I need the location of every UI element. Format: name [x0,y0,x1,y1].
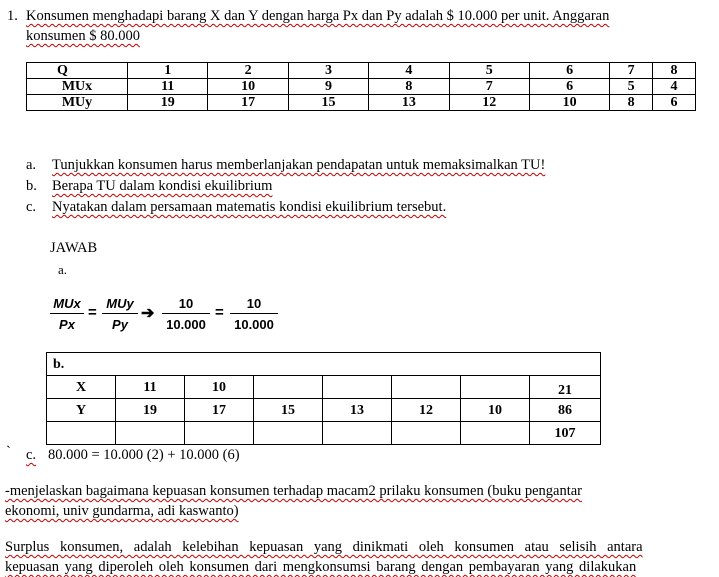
table-cell: 86 [530,399,601,422]
table-cell: 4 [653,79,696,95]
equilibrium-table [46,352,601,445]
fraction-numerator: 10 [178,296,194,311]
arrow-icon: ➔ [141,305,155,322]
table-cell: 6 [653,95,696,111]
table-cell: 2 [208,63,288,79]
table-cell: 12 [392,399,461,422]
table-cell: 5 [610,79,653,95]
table-cell: 12 [449,95,529,111]
table-cell: 4 [369,63,449,79]
table-cell: 7 [449,79,529,95]
table-cell [323,376,392,399]
table-row [27,79,696,95]
fraction-denominator: Px [59,317,75,332]
table-cell: MUx [27,79,128,95]
table-cell: 8 [610,95,653,111]
answer-a-label: a. [58,262,68,277]
utility-table [26,62,696,111]
answer-c-equation: 80.000 = 10.000 (2) + 10.000 (6) [48,447,240,463]
table-cell: MUy [27,95,128,111]
table-cell: 7 [610,63,653,79]
table-cell: 10 [461,399,530,422]
table-total-row [47,422,601,445]
task-letter: a. [26,157,37,173]
fraction-numerator: MUy [106,296,134,311]
table-cell: Y [47,399,116,422]
fraction-denominator: 10.000 [166,317,206,332]
table-cell: 19 [116,399,185,422]
table-cell: 11 [116,376,185,399]
question-number: 1. [7,8,18,24]
answer-c-label: c. [26,447,37,463]
table-row-y [47,399,601,422]
fraction-mux-px [50,296,84,332]
question-line-1: Konsumen menghadapi barang X dan Y dengan harga Px dan Py adalah $ 10.000 per unit. Anggaran [26,8,610,24]
task-text: Tunjukkan konsumen harus memberlanjakan pendapatan untuk memaksimalkan TU! [52,157,546,173]
fraction-numerator: 10 [246,296,262,311]
surplus-line-2: kepuasan yang diperoleh oleh konsumen dari mengkonsumsi barang dengan pembayaran yang dilakukan [5,559,637,575]
table-cell: 9 [288,79,368,95]
table-cell: Q [27,63,128,79]
table-cell: 6 [529,63,609,79]
stray-backtick: ` [6,444,11,460]
note-line-2: ekonomi, univ gundarma, adi kaswanto) [5,503,239,519]
table-cell: 8 [653,63,696,79]
question-line-2: konsumen $ 80.000 [26,28,140,44]
table-header-row [27,63,696,79]
task-text: Nyatakan dalam persamaan matematis kondisi ekuilibrium tersebut. [52,199,447,215]
table-cell: 10 [185,376,254,399]
table-cell: 5 [449,63,529,79]
table-title-row [47,353,601,376]
table-cell: 11 [128,79,208,95]
task-letter: c. [26,199,37,215]
table-cell: X [47,376,116,399]
table-row [27,95,696,111]
table-cell: 6 [529,79,609,95]
table-cell: 15 [254,399,323,422]
table-cell: 3 [288,63,368,79]
table-cell: 8 [369,79,449,95]
table-cell: 15 [288,95,368,111]
equals-sign: = [215,304,224,321]
fraction-denominator: Py [112,317,128,332]
table-title: b. [47,353,601,376]
table-cell: 21 [530,376,601,399]
table-cell-total: 107 [530,422,601,445]
note-line-1: -menjelaskan bagaimana kepuasan konsumen terhadap macam2 prilaku konsumen (buku pengantar [5,483,582,499]
answer-heading: JAWAB [50,240,98,256]
table-cell [461,376,530,399]
table-cell [254,376,323,399]
table-cell [392,376,461,399]
table-cell: 19 [128,95,208,111]
table-cell: 13 [323,399,392,422]
table-cell: 17 [208,95,288,111]
table-cell: 1 [128,63,208,79]
equals-sign: = [88,304,97,321]
fraction-muy-py [102,296,138,332]
surplus-line-1: Surplus konsumen, adalah kelebihan kepuasan yang dinikmati oleh konsumen atau selisih antara [5,539,643,555]
fraction-10-10000 [230,296,278,332]
table-cell: 17 [185,399,254,422]
table-cell: 10 [208,79,288,95]
fraction-denominator: 10.000 [234,317,274,332]
task-text: Berapa TU dalam kondisi ekuilibrium [52,178,273,194]
table-cell: 10 [529,95,609,111]
fraction-numerator: MUx [53,296,81,311]
fraction-10-10000 [162,296,210,332]
task-letter: b. [26,178,37,194]
table-row-x [47,376,601,399]
table-cell: 13 [369,95,449,111]
